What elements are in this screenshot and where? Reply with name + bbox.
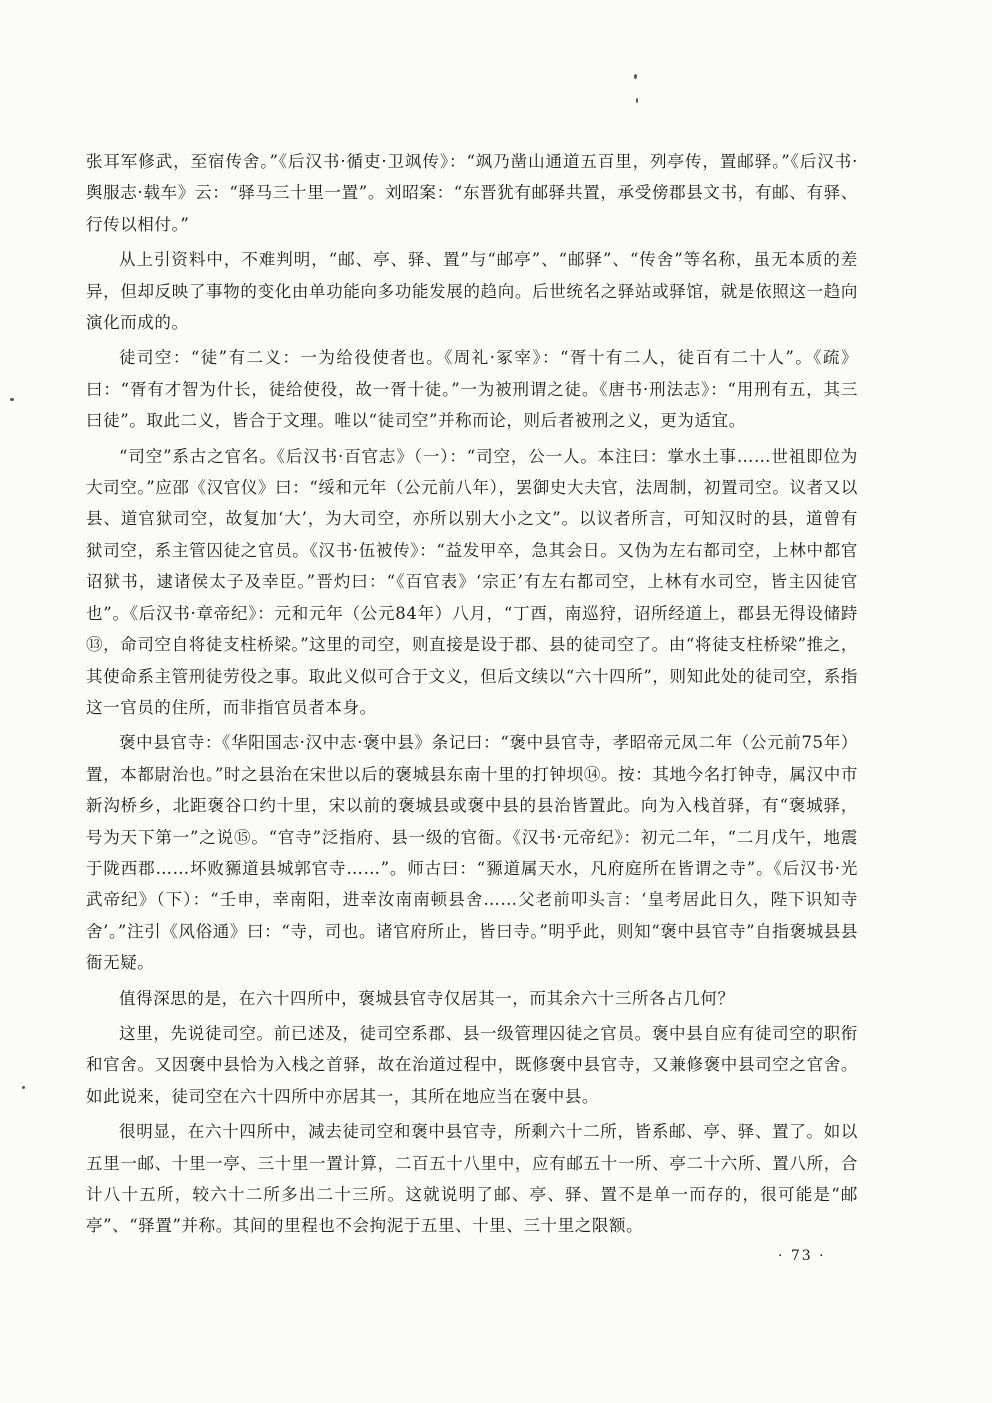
body-text: [86, 146, 858, 1246]
paragraph: 这里，先说徒司空。前已述及，徒司空系郡、县一级管理囚徒之官员。褒中县自应有徒司空的职衔和官舍。又因褒中县恰为入栈之首驿，故在治道过程中，既修褒中县官寺，又兼修褒中县司空之官舍。如此说来，徒司空在六十四所中亦居其一，其所在地应当在褒中县。: [86, 1023, 858, 1106]
paragraph: “司空”系古之官名。《后汉书·百官志》（一）：“司空，公一人。本注曰：掌水土事……世祖即位为大司空。”应邵《汉官仪》曰：“绥和元年（公元前八年），罢御史大夫官，法周制，初置司空。议者又以县、道官狱司空，故复加‘大’，为大司空，亦所以别大小之文”。以议者所言，可知汉时的县，道曾有狱司空，系主管囚徒之官员。《汉书·伍被传》：“益发甲卒，急其会日。又伪为左右都司空，上林中都官诏狱书，逮诸侯太子及幸臣。”晋灼曰：“《百官表》‘宗正’有左右都司空，上林有水司空，皆主囚徒官也”。《后汉书·章帝纪》：元和元年（公元84年）八月，“丁酉，南巡狩，诏所经道上，郡县无得设储跱⑬，命司空自将徒支柱桥梁。”这里的司空，则直接是设于郡、县的徒司空了。由“将徒支柱桥梁”推之，其使命系主管刑徒劳役之事。取此义似可合于文义，但后文续以“六十四所”，则知此处的徒司空，系指这一官员的住所，而非指官员者本身。: [86, 446, 858, 717]
page-number: · 73 ·: [778, 1248, 826, 1264]
paragraph: 很明显，在六十四所中，减去徒司空和褒中县官寺，所剩六十二所，皆系邮、亭、驿、置了。如以五里一邮、十里一亭、三十里一置计算，二百五十八里中，应有邮五十一所、亭二十六所、置八所，合计八十五所，较六十二所多出二十三所。这就说明了邮、亭、驿、置不是单一而存的，很可能是“邮亭”、“驿置”并称。其间的里程也不会拘泥于五里、十里、三十里之限额。: [86, 1122, 858, 1236]
paragraph: 褒中县官寺：《华阳国志·汉中志·褒中县》条记曰：“褒中县官寺，孝昭帝元凤二年（公元前75年）置，本都尉治也。”时之县治在宋世以后的褒城县东南十里的打钟坝⑭。按：其地今名打钟寺，属汉中市新沟桥乡，北距褒谷口约十里，宋以前的褒城县或褒中县的县治皆置此。向为入栈首驿，有“褒城驿，号为天下第一”之说⑮。“官寺”泛指府、县一级的官衙。《汉书·元帝纪》：初元二年，“二月戊午，地震于陇西郡……坏败豲道县城郭官寺……”。师古曰：“豲道属天水，凡府庭所在皆谓之寺”。《后汉书·光武帝纪》（下）：“壬申，幸南阳，进幸汝南南顿县舍……父老前叩头言：‘皇考居此日久，陛下识知寺舍’。”注引《风俗通》曰：“寺，司也。诸官府所止，皆曰寺。”明乎此，则知“褒中县官寺”自指褒城县县衙无疑。: [86, 733, 858, 973]
paragraph: 值得深思的是，在六十四所中，褒城县官寺仅居其一，而其余六十三所各占几何？: [119, 988, 735, 1008]
scan-mark: [636, 98, 638, 103]
paragraph: 张耳军修武，至宿传舍。”《后汉书·循吏·卫飒传》：“飒乃凿山通道五百里，列亭传，置邮驿。”《后汉书·舆服志·载车》云：“驿马三十里一置”。刘昭案：“东晋犹有邮驿共置，承受傍郡县文书，有邮、有驿、行传以相付。”: [86, 152, 858, 234]
paragraph: 从上引资料中，不难判明，“邮、亭、驿、置”与“邮亭”、“邮驿”、“传舍”等名称，虽无本质的差异，但却反映了事物的变化由单功能向多功能发展的趋向。后世统名之驿站或驿馆，就是依照这一趋向演化而成的。: [86, 250, 858, 333]
scan-mark: [634, 74, 637, 79]
scan-mark: [22, 1086, 25, 1089]
paragraph: 徒司空：“徒”有二义：一为给役使者也。《周礼·冢宰》：“胥十有二人，徒百有二十人”。《疏》曰：“胥有才智为什长，徒给使役，故一胥十徒。”一为被刑谓之徒。《唐书·刑法志》：“用刑有五，其三曰徒”。取此二义，皆合于文理。唯以“徒司空”并称而论，则后者被刑之义，更为适宜。: [86, 348, 858, 431]
scan-mark: [10, 398, 14, 401]
